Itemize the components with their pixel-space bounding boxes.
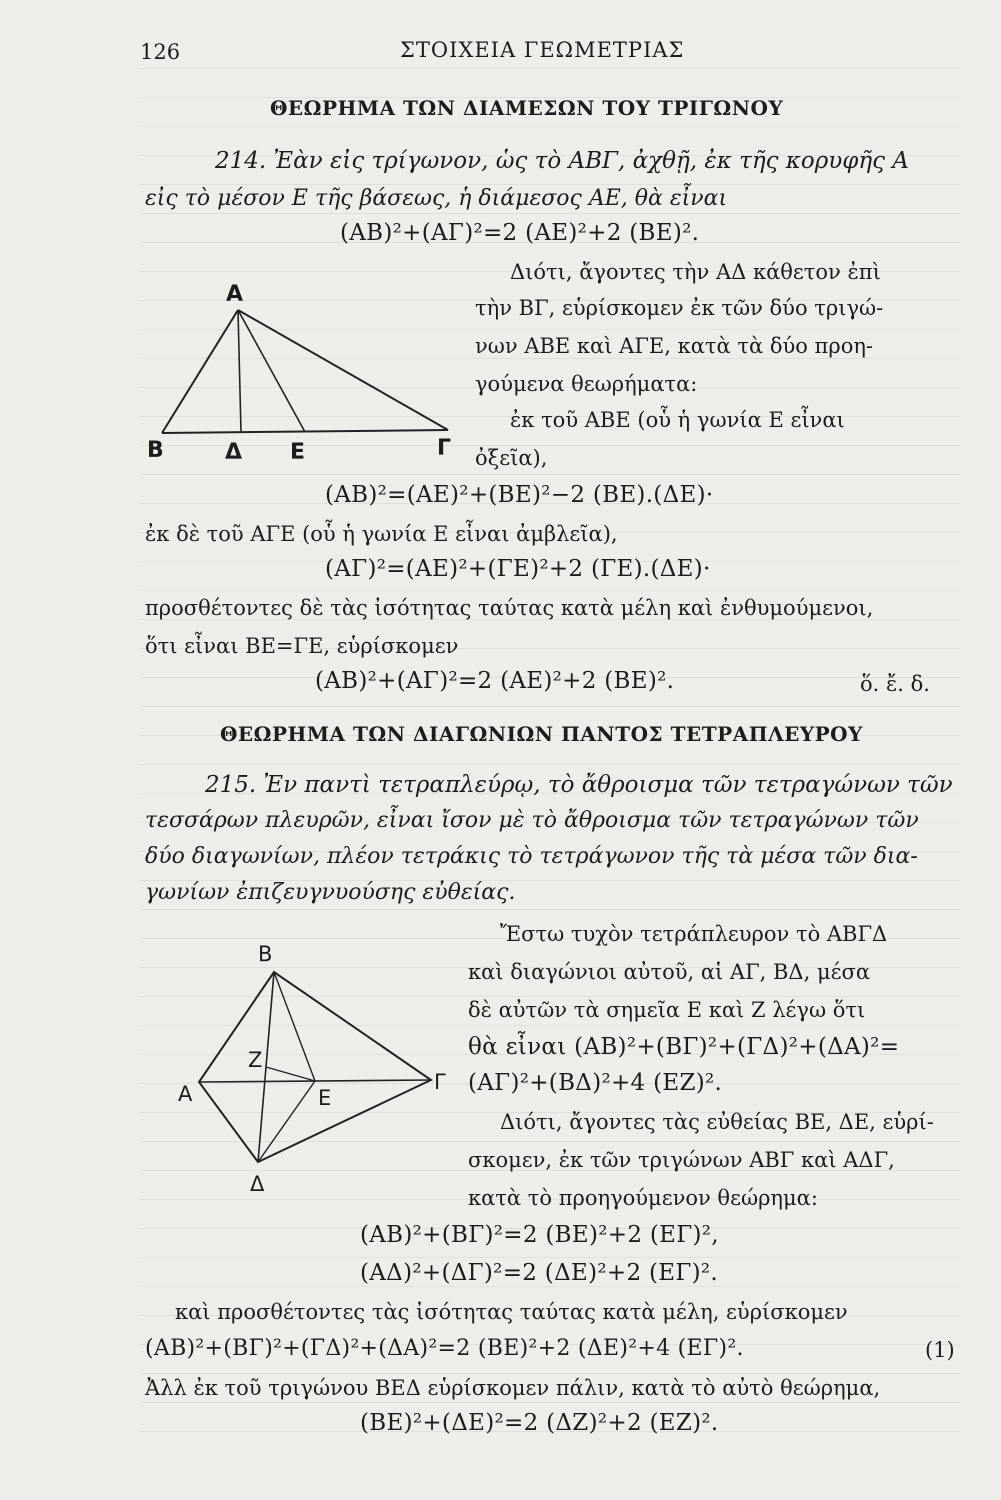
fig2-label-e: Ε — [318, 1086, 332, 1110]
proof-2-side-line-8: κατὰ τὸ προηγούμενον θεώρημα: — [468, 1186, 818, 1210]
proof-2-side-line-7: σκομεν, ἐκ τῶν τριγώνων ΑΒΓ καὶ ΑΔΓ, — [468, 1148, 895, 1172]
altitude-ad — [238, 310, 241, 432]
fig2-label-g: Γ — [434, 1070, 446, 1094]
proof-2-side-line-1: Ἔστω τυχὸν τετράπλευρον τὸ ΑΒΓΔ — [500, 922, 888, 946]
proof-1-sum-line-2: ὅτι εἶναι ΒΕ=ΓΕ, εὑρίσκομεν — [145, 634, 459, 658]
page-number: 126 — [140, 40, 181, 64]
proof-2-side-line-6: Διότι, ἄγοντες τὰς εὐθείας ΒΕ, ΔΕ, εὑρί- — [500, 1110, 934, 1134]
proof-2-side-line-5: (ΑΓ)²+(ΒΔ)²+4 (ΕΖ)². — [468, 1070, 723, 1096]
running-title: ΣΤΟΙΧΕΙΑ ΓΕΩΜΕΤΡΙΑΣ — [400, 38, 685, 62]
theorem-2-statement-line-4: γωνίων ἐπιζευγνυούσης εὐθείας. — [145, 880, 516, 905]
proof-2-side-line-4: θὰ εἶναι (ΑΒ)²+(ΒΓ)²+(ΓΔ)²+(ΔΑ)²= — [468, 1034, 900, 1060]
proof-1-line-4: γούμενα θεωρήματα: — [475, 372, 698, 396]
theorem-1-statement-line-1: 214. Ἐὰν εἰς τρίγωνον, ὡς τὸ ΑΒΓ, ἀχθῇ, ἐκ τῆς κορυφῆς Α — [215, 148, 909, 174]
fig1-label-b: Β — [147, 438, 164, 463]
quadrilateral-figure — [180, 950, 450, 1190]
equation-sum: (ΑΒ)²+(ΒΓ)²+(ΓΔ)²+(ΔΑ)²=2 (ΒΕ)²+2 (ΔΕ)²+4 (ΕΓ)². — [145, 1336, 744, 1361]
theorem-2-statement-line-1: 215. Ἐν παντὶ τετραπλεύρῳ, τὸ ἄθροισμα τῶν τετραγώνων τῶν — [205, 772, 953, 798]
theorem-1-final-equation: (ΑΒ)²+(ΑΓ)²=2 (ΑΕ)²+2 (ΒΕ)². — [315, 668, 675, 694]
theorem-1-heading: ΘΕΩΡΗΜΑ ΤΩΝ ΔΙΑΜΕΣΩΝ ΤΟΥ ΤΡΙΓΩΝΟΥ — [270, 96, 784, 120]
fig1-label-d: Δ — [225, 440, 243, 465]
theorem-2-heading: ΘΕΩΡΗΜΑ ΤΩΝ ΔΙΑΓΩΝΙΩΝ ΠΑΝΤΟΣ ΤΕΤΡΑΠΛΕΥΡΟΥ — [220, 722, 863, 746]
theorem-1-main-equation: (ΑΒ)²+(ΑΓ)²=2 (ΑΕ)²+2 (ΒΕ)². — [340, 220, 700, 246]
qed-mark: ὅ. ἔ. δ. — [860, 672, 930, 696]
equation-ag-squared: (ΑΓ)²=(ΑΕ)²+(ΓΕ)²+2 (ΓΕ).(ΔΕ)· — [325, 556, 711, 582]
proof-1-line-1: Διότι, ἄγοντες τὴν ΑΔ κάθετον ἐπὶ — [510, 260, 881, 284]
fig2-label-z: Ζ — [248, 1048, 263, 1072]
equation-sum-tag: (1) — [925, 1338, 955, 1362]
fig1-label-e: Ε — [290, 440, 306, 465]
proof-1-obtuse-line: ἐκ δὲ τοῦ ΑΓΕ (οὗ ἡ γωνία Ε εἶναι ἀμβλεῖα), — [145, 522, 618, 546]
equation-ab-squared: (ΑΒ)²=(ΑΕ)²+(ΒΕ)²−2 (ΒΕ).(ΔΕ)· — [325, 482, 714, 508]
fig1-label-a: Α — [226, 282, 244, 307]
quadrilateral-abgd — [199, 972, 431, 1162]
proof-1-line-5: ἐκ τοῦ ΑΒΕ (οὗ ἡ γωνία Ε εἶναι — [510, 408, 845, 432]
proof-2-side-line-3: δὲ αὐτῶν τὰ σημεῖα Ε καὶ Ζ λέγω ὅτι — [468, 998, 866, 1022]
proof-1-line-2: τὴν ΒΓ, εὑρίσκομεν ἐκ τῶν δύο τριγώ- — [475, 296, 884, 320]
segment-be — [274, 972, 315, 1081]
triangle-figure — [140, 270, 480, 470]
fig2-label-b: Β — [258, 942, 273, 966]
fig2-label-d: Δ — [250, 1172, 265, 1196]
theorem-2-statement-line-2: τεσσάρων πλευρῶν, εἶναι ἴσον μὲ τὸ ἄθροισμα τῶν τετραγώνων τῶν — [145, 808, 919, 833]
segment-de — [258, 1081, 315, 1162]
proof-1-line-6: ὀξεῖα), — [475, 446, 548, 470]
proof-2-side-line-2: καὶ διαγώνιοι αὐτοῦ, αἱ ΑΓ, ΒΔ, μέσα — [468, 960, 870, 984]
equation-bed: (ΒΕ)²+(ΔΕ)²=2 (ΔΖ)²+2 (ΕΖ)². — [360, 1410, 719, 1436]
side-ab — [162, 310, 238, 433]
fig1-label-g: Γ — [437, 436, 452, 461]
proof-1-line-3: νων ΑΒΕ καὶ ΑΓΕ, κατὰ τὰ δύο προη- — [475, 334, 874, 358]
proof-2-last-line: Ἀλλ ἐκ τοῦ τριγώνου ΒΕΔ εὑρίσκομεν πάλιν, κατὰ τὸ αὐτὸ θεώρημα, — [145, 1376, 881, 1400]
proof-2-sum-line: καὶ προσθέτοντες τὰς ἰσότητας ταύτας κατὰ μέλη, εὑρίσκομεν — [175, 1300, 848, 1324]
theorem-2-statement-line-3: δύο διαγωνίων, πλέον τετράκις τὸ τετράγωνον τῆς τὰ μέσα τῶν δια- — [145, 844, 918, 869]
fig2-label-a: Α — [178, 1082, 193, 1106]
side-ag — [238, 310, 448, 430]
equation-abg: (ΑΒ)²+(ΒΓ)²=2 (ΒΕ)²+2 (ΕΓ)², — [360, 1222, 719, 1248]
segment-ez — [266, 1067, 315, 1081]
equation-adg: (ΑΔ)²+(ΔΓ)²=2 (ΔΕ)²+2 (ΕΓ)². — [360, 1260, 719, 1286]
proof-1-sum-line-1: προσθέτοντες δὲ τὰς ἰσότητας ταύτας κατὰ μέλη καὶ ἐνθυμούμενοι, — [145, 596, 874, 620]
theorem-1-statement-line-2: εἰς τὸ μέσον Ε τῆς βάσεως, ἡ διάμεσος ΑΕ, θὰ εἶναι — [145, 186, 728, 211]
